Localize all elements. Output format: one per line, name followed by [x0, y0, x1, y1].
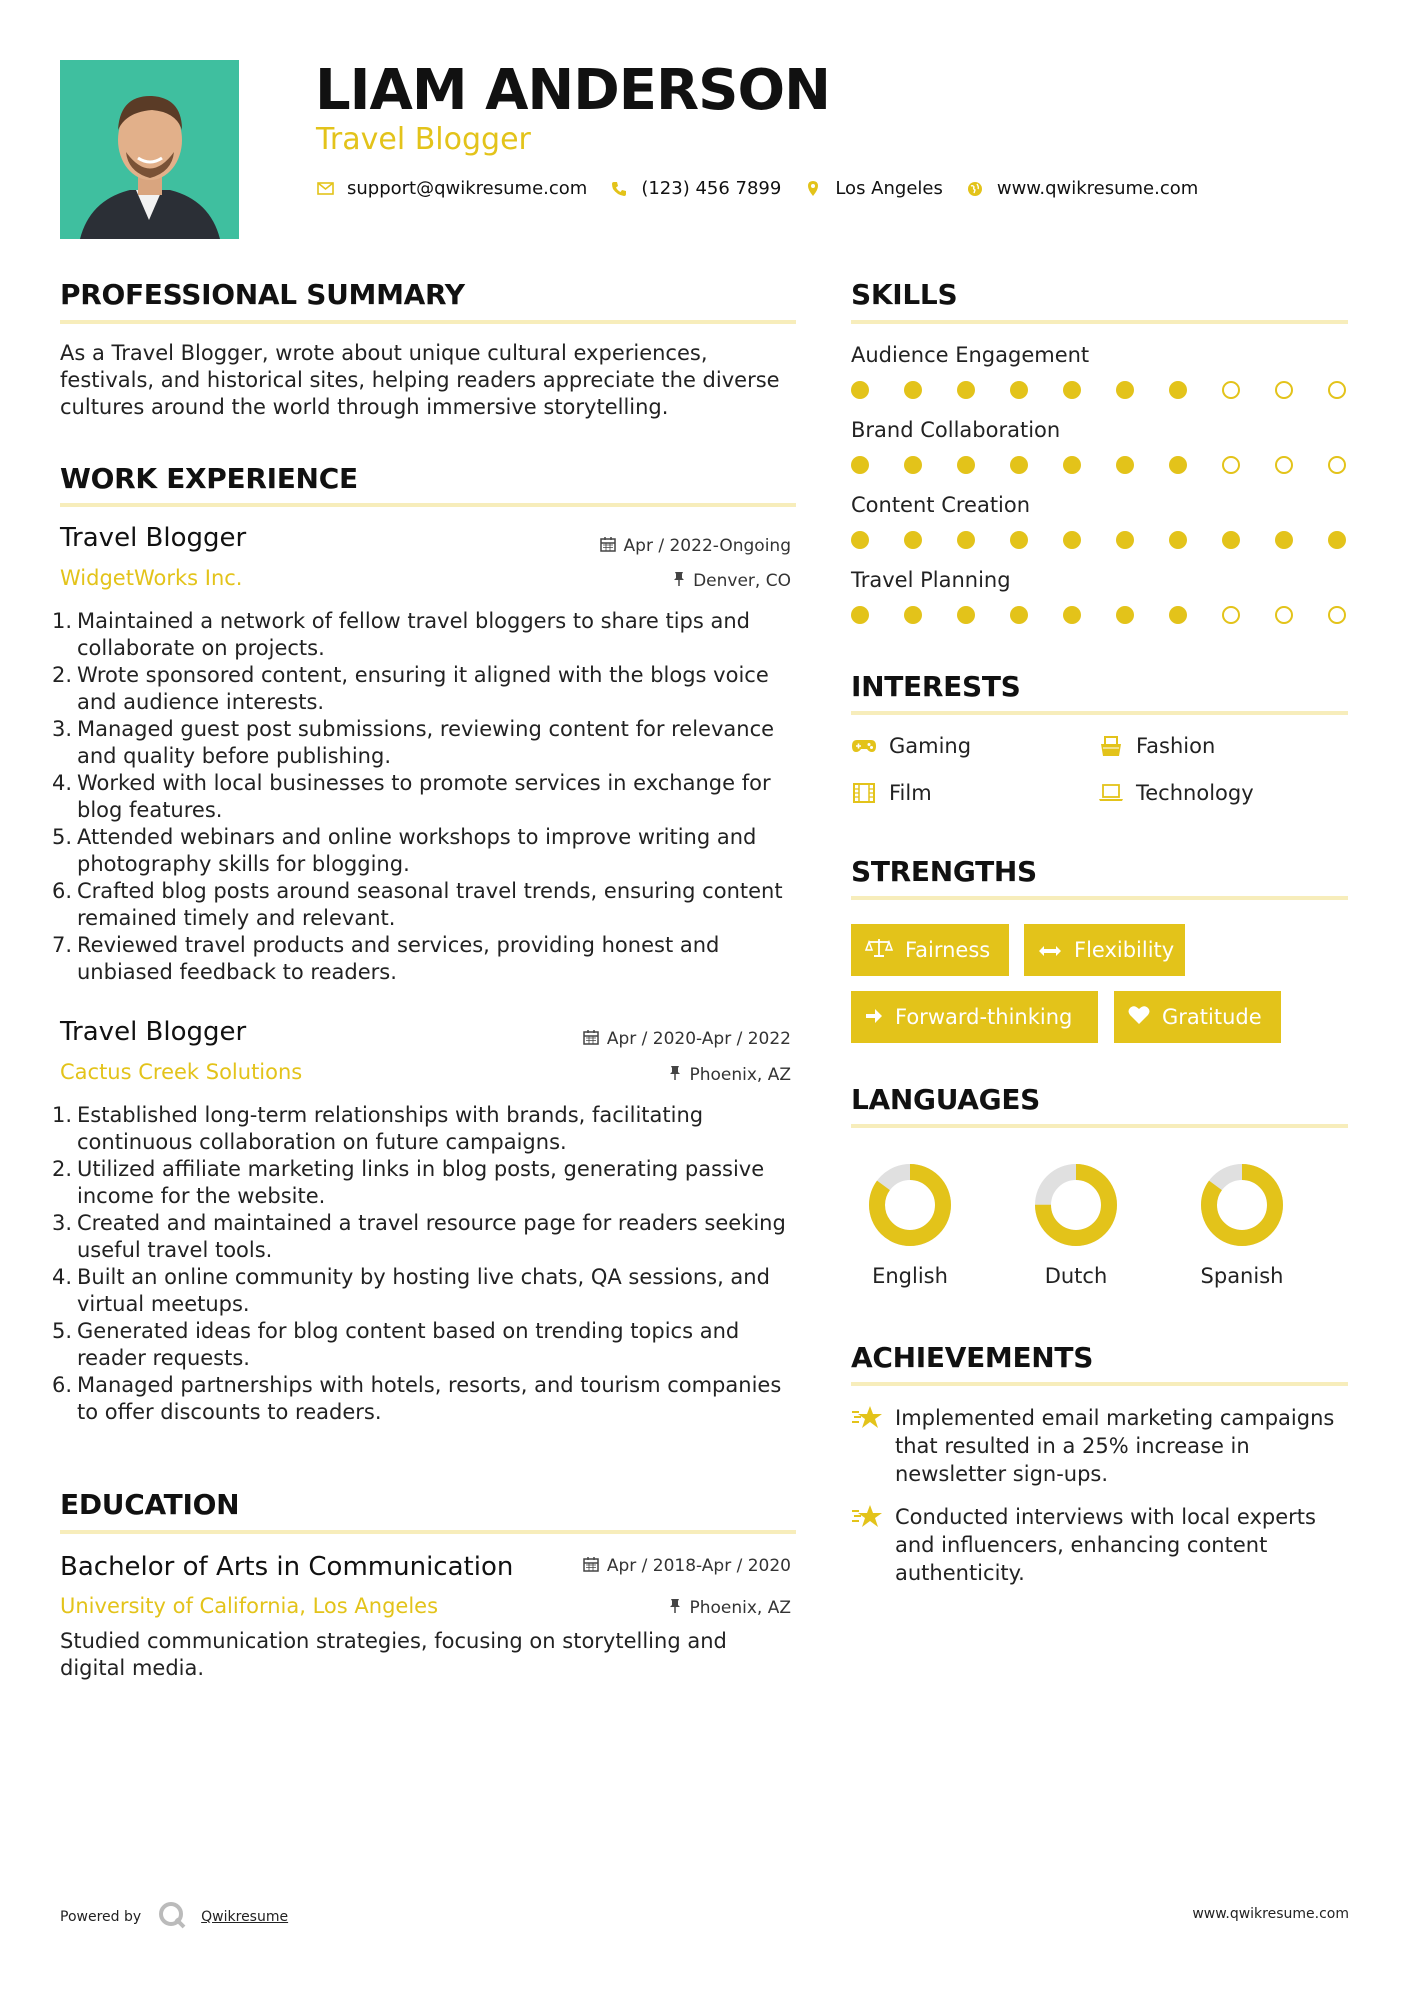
section-divider	[851, 1382, 1348, 1386]
section-divider	[851, 1124, 1348, 1128]
interest-item	[1098, 781, 1254, 805]
contact-phone-text: (123) 456 7899	[641, 178, 782, 199]
rating-dot-filled	[1169, 381, 1187, 399]
education-location-text: Phoenix, AZ	[689, 1598, 791, 1618]
language-proficiency-ring	[1031, 1160, 1121, 1250]
languages-heading: LANGUAGES	[851, 1083, 1041, 1116]
education-description: Studied communication strategies, focusing on storytelling and digital media.	[60, 1629, 727, 1680]
rating-dot-filled	[1063, 531, 1081, 549]
education-heading: EDUCATION	[60, 1488, 240, 1521]
experience-heading: WORK EXPERIENCE	[60, 462, 358, 495]
interest-item	[851, 734, 971, 758]
strength-label: Fairness	[905, 938, 991, 962]
job-dates	[600, 536, 791, 556]
rating-dot-filled	[851, 456, 869, 474]
skills-heading: SKILLS	[851, 278, 958, 311]
pushpin-icon	[669, 1598, 681, 1618]
section-divider	[60, 503, 796, 507]
rating-dot-filled	[1328, 531, 1346, 549]
pushpin-icon	[673, 571, 685, 591]
job-location	[673, 571, 791, 591]
heart-icon	[1128, 1005, 1150, 1030]
star-icon	[851, 1404, 895, 1488]
strength-tag	[851, 924, 1009, 976]
strength-tag	[851, 991, 1098, 1043]
achievements-heading: ACHIEVEMENTS	[851, 1341, 1094, 1374]
achievement-item	[851, 1503, 1351, 1587]
shopping-bag-icon	[1098, 735, 1124, 757]
rating-dot-filled	[1169, 456, 1187, 474]
job-bullets	[52, 608, 797, 986]
job-location-text: Phoenix, AZ	[689, 1065, 791, 1085]
interest-item	[1098, 734, 1215, 758]
qwikresume-link[interactable]: Qwikresume	[201, 1909, 289, 1925]
interest-item	[851, 781, 932, 805]
strength-tag	[1024, 924, 1185, 976]
rating-dot-filled	[957, 531, 975, 549]
interest-label: Gaming	[889, 734, 972, 758]
rating-dot-filled	[851, 381, 869, 399]
rating-dot-filled	[904, 456, 922, 474]
contact-email[interactable]	[315, 178, 587, 199]
calendar-icon	[583, 1029, 599, 1049]
strength-label: Forward-thinking	[895, 1005, 1073, 1029]
footer-powered-by	[60, 1900, 288, 1934]
rating-dot-empty	[1275, 381, 1293, 399]
calendar-icon	[583, 1556, 599, 1576]
summary-text: As a Travel Blogger, wrote about unique cultural experiences, festivals, and historical sites, helping readers appreciate the diverse cultures around the world through immersive storytelling.	[60, 341, 780, 419]
rating-dot-filled	[904, 531, 922, 549]
job-bullets	[52, 1102, 797, 1426]
degree-title: Bachelor of Arts in Communication	[60, 1552, 514, 1582]
map-pin-icon	[803, 180, 823, 197]
rating-dot-filled	[1010, 606, 1028, 624]
contact-bar	[315, 178, 1220, 199]
qwikresume-logo-icon	[157, 1900, 187, 1934]
language-name: English	[872, 1264, 948, 1288]
job-title: Travel Blogger	[60, 1017, 247, 1047]
arrow-right-icon	[865, 1005, 883, 1029]
rating-dot-filled	[957, 456, 975, 474]
rating-dot-filled	[1063, 606, 1081, 624]
skill-rating	[851, 381, 1350, 399]
achievement-item	[851, 1404, 1351, 1488]
rating-dot-filled	[1116, 606, 1134, 624]
gamepad-icon	[851, 738, 877, 754]
list-item: 5. Generated ideas for blog content based on trending topics and reader requests.	[52, 1319, 740, 1370]
contact-website[interactable]	[965, 178, 1198, 199]
rating-dot-filled	[1010, 381, 1028, 399]
rating-dot-empty	[1328, 381, 1346, 399]
language-item	[850, 1160, 970, 1288]
rating-dot-filled	[904, 606, 922, 624]
profile-photo	[60, 60, 239, 239]
contact-location	[803, 178, 943, 199]
language-proficiency-ring	[865, 1160, 955, 1250]
footer-website[interactable]: www.qwikresume.com	[1192, 1906, 1349, 1922]
list-item: 5. Attended webinars and online workshops to improve writing and photography skills for blogging.	[52, 825, 757, 876]
interests-heading: INTERESTS	[851, 670, 1021, 703]
envelope-icon	[315, 182, 335, 195]
list-item: 6. Managed partnerships with hotels, resorts, and tourism companies to offer discounts to readers.	[52, 1373, 782, 1424]
rating-dot-filled	[957, 381, 975, 399]
skill-rating	[851, 456, 1350, 474]
section-divider	[60, 1530, 796, 1534]
contact-location-text: Los Angeles	[835, 178, 943, 199]
strength-tag	[1114, 991, 1281, 1043]
rating-dot-empty	[1222, 381, 1240, 399]
contact-email-text: support@qwikresume.com	[347, 178, 588, 199]
list-item: 2. Utilized affiliate marketing links in blog posts, generating passive income for the website.	[52, 1157, 765, 1208]
list-item: 4. Built an online community by hosting live chats, QA sessions, and virtual meetups.	[52, 1265, 770, 1316]
rating-dot-filled	[1116, 456, 1134, 474]
skill-name: Travel Planning	[851, 568, 1011, 592]
star-icon	[851, 1503, 895, 1587]
company-name: WidgetWorks Inc.	[60, 566, 243, 590]
skill-rating	[851, 531, 1350, 549]
laptop-icon	[1098, 784, 1124, 802]
skill-name: Content Creation	[851, 493, 1031, 517]
rating-dot-filled	[851, 606, 869, 624]
summary-heading: PROFESSIONAL SUMMARY	[60, 278, 465, 311]
globe-icon	[965, 181, 985, 197]
rating-dot-empty	[1275, 606, 1293, 624]
rating-dot-empty	[1222, 456, 1240, 474]
arrows-horizontal-icon	[1038, 938, 1062, 962]
phone-icon	[609, 181, 629, 197]
section-divider	[60, 320, 796, 324]
rating-dot-filled	[1063, 456, 1081, 474]
list-item: 6. Crafted blog posts around seasonal travel trends, ensuring content remained timely and relevant.	[52, 879, 783, 930]
rating-dot-filled	[1063, 381, 1081, 399]
rating-dot-filled	[1275, 531, 1293, 549]
interest-label: Technology	[1136, 781, 1254, 805]
rating-dot-filled	[957, 606, 975, 624]
contact-website-text: www.qwikresume.com	[996, 178, 1199, 199]
section-divider	[851, 320, 1348, 324]
rating-dot-filled	[1010, 456, 1028, 474]
education-dates-text: Apr / 2018-Apr / 2020	[606, 1556, 791, 1576]
powered-by-text: Powered by	[60, 1909, 142, 1925]
strength-label: Gratitude	[1162, 1005, 1262, 1029]
language-name: Spanish	[1200, 1264, 1284, 1288]
rating-dot-filled	[1222, 531, 1240, 549]
contact-phone[interactable]	[609, 178, 781, 199]
language-item	[1182, 1160, 1302, 1288]
language-proficiency-ring	[1197, 1160, 1287, 1250]
language-name: Dutch	[1044, 1264, 1108, 1288]
section-divider	[851, 711, 1348, 715]
list-item: 7. Reviewed travel products and services, providing honest and unbiased feedback to readers.	[52, 933, 720, 984]
list-item: 2. Wrote sponsored content, ensuring it aligned with the blogs voice and audience interests.	[52, 663, 769, 714]
pushpin-icon	[669, 1065, 681, 1085]
list-item: 1. Established long-term relationships with brands, facilitating continuous collaboration on future campaigns.	[52, 1103, 704, 1154]
interest-label: Fashion	[1136, 734, 1216, 758]
strength-label: Flexibility	[1074, 938, 1175, 962]
rating-dot-filled	[904, 381, 922, 399]
rating-dot-empty	[1328, 606, 1346, 624]
achievement-text: Implemented email marketing campaigns that resulted in a 25% increase in newsletter sign-ups.	[895, 1406, 1335, 1486]
education-location	[669, 1598, 791, 1618]
candidate-name: LIAM ANDERSON	[315, 58, 830, 123]
list-item: 1. Maintained a network of fellow travel bloggers to share tips and collaborate on projects.	[52, 609, 751, 660]
list-item: 3. Created and maintained a travel resource page for readers seeking useful travel tools.	[52, 1211, 786, 1262]
rating-dot-filled	[851, 531, 869, 549]
job-dates-text: Apr / 2022-Ongoing	[623, 536, 791, 556]
job-title: Travel Blogger	[60, 523, 247, 553]
skill-rating	[851, 606, 1350, 624]
company-name: Cactus Creek Solutions	[60, 1060, 303, 1084]
list-item: 3. Managed guest post submissions, reviewing content for relevance and quality before publishing.	[52, 717, 775, 768]
school-name: University of California, Los Angeles	[60, 1594, 439, 1618]
job-location	[669, 1065, 791, 1085]
achievement-text: Conducted interviews with local experts and influencers, enhancing content authenticity.	[895, 1505, 1316, 1585]
rating-dot-empty	[1222, 606, 1240, 624]
scale-icon	[865, 938, 893, 963]
job-location-text: Denver, CO	[693, 571, 791, 591]
job-dates-text: Apr / 2020-Apr / 2022	[606, 1029, 791, 1049]
language-item	[1016, 1160, 1136, 1288]
rating-dot-filled	[1169, 606, 1187, 624]
rating-dot-filled	[1010, 531, 1028, 549]
rating-dot-empty	[1328, 456, 1346, 474]
rating-dot-empty	[1275, 456, 1293, 474]
skill-name: Audience Engagement	[851, 343, 1090, 367]
rating-dot-filled	[1116, 381, 1134, 399]
strengths-heading: STRENGTHS	[851, 855, 1037, 888]
education-dates	[583, 1556, 791, 1576]
section-divider	[851, 896, 1348, 900]
candidate-role: Travel Blogger	[316, 122, 531, 157]
film-icon	[851, 783, 877, 803]
interest-label: Film	[889, 781, 932, 805]
skill-name: Brand Collaboration	[851, 418, 1061, 442]
rating-dot-filled	[1116, 531, 1134, 549]
calendar-icon	[600, 536, 616, 556]
list-item: 4. Worked with local businesses to promote services in exchange for blog features.	[52, 771, 771, 822]
job-dates	[583, 1029, 791, 1049]
rating-dot-filled	[1169, 531, 1187, 549]
